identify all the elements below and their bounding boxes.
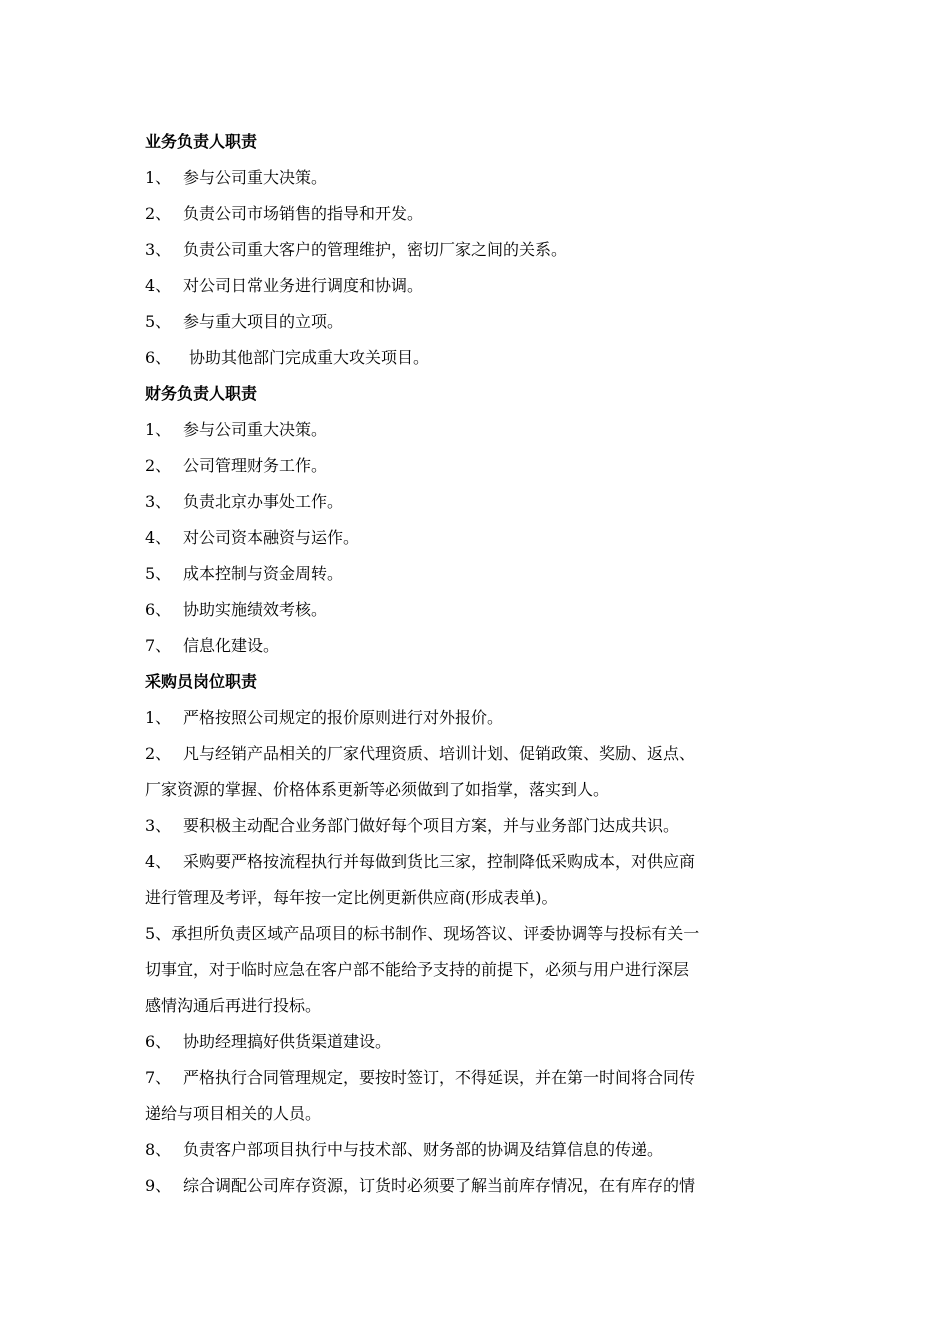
list-item-text: 负责北京办事处工作。 [183,492,344,511]
list-item-text: 协助经理搞好供货渠道建设。 [183,1032,392,1051]
list-item-text: 采购要严格按流程执行并每做到货比三家，控制降低采购成本，对供应商 [183,852,696,871]
list-item-number: 5、 [145,924,172,943]
list-item [145,1132,815,1168]
list-item-text: 公司管理财务工作。 [183,456,328,475]
list-item-text: 协助实施绩效考核。 [183,600,328,619]
list-item-number: 1、 [145,708,172,727]
list-item [145,520,815,556]
list-item [145,1024,815,1060]
list-item-text: 对公司日常业务进行调度和协调。 [183,276,424,295]
list-item-text: 要积极主动配合业务部门做好每个项目方案，并与业务部门达成共识。 [183,816,680,835]
list-item-number: 5、 [145,312,172,331]
list-item-number: 1、 [145,168,172,187]
list-item-text: 负责公司重大客户的管理维护，密切厂家之间的关系。 [183,240,568,259]
list-item-text: 信息化建设。 [183,636,280,655]
list-item-number: 6、 [145,1032,172,1051]
list-item-number: 6、 [145,348,172,367]
list-item [145,736,815,772]
list-item-number: 7、 [145,636,172,655]
list-item-number: 3、 [145,492,172,511]
document-body [145,124,815,1204]
list-item-continuation: 感情沟通后再进行投标。 [145,996,322,1015]
list-item-text: 协助其他部门完成重大攻关项目。 [189,348,430,367]
list-item-text: 负责公司市场销售的指导和开发。 [183,204,424,223]
list-item-text: 参与重大项目的立项。 [183,312,344,331]
list-item-number: 1、 [145,420,172,439]
list-item-number: 6、 [145,600,172,619]
list-item-text: 承担所负责区域产品项目的标书制作、现场答议、评委协调等与投标有关一 [171,924,700,943]
list-item [145,340,815,376]
list-item [145,196,815,232]
list-item-number: 4、 [145,276,172,295]
list-item-text: 凡与经销产品相关的厂家代理资质、培训计划、促销政策、奖励、返点、 [183,744,696,763]
list-item [145,160,815,196]
list-item-number: 3、 [145,240,172,259]
list-item-number: 7、 [145,1068,172,1087]
list-item-number: 8、 [145,1140,172,1159]
list-item-number: 4、 [145,852,172,871]
section-heading: 财务负责人职责 [145,384,258,403]
list-item-text: 对公司资本融资与运作。 [183,528,360,547]
list-item-text: 参与公司重大决策。 [183,168,328,187]
list-item-number: 2、 [145,744,172,763]
list-item-text: 参与公司重大决策。 [183,420,328,439]
list-item [145,484,815,520]
list-item-text: 成本控制与资金周转。 [183,564,344,583]
list-item-number: 4、 [145,528,172,547]
list-item [145,628,815,664]
list-item [145,916,815,952]
list-item [145,808,815,844]
list-item [145,1168,815,1204]
list-item [145,844,815,880]
list-item-number: 9、 [145,1176,172,1195]
list-item [145,448,815,484]
list-item [145,700,815,736]
list-item-text: 严格执行合同管理规定，要按时签订，不得延误，并在第一时间将合同传 [183,1068,696,1087]
list-item [145,304,815,340]
list-item [145,412,815,448]
list-item-text: 负责客户部项目执行中与技术部、财务部的协调及结算信息的传递。 [183,1140,664,1159]
section-heading: 业务负责人职责 [145,132,258,151]
list-item-number: 5、 [145,564,172,583]
list-item [145,556,815,592]
section-heading: 采购员岗位职责 [145,672,258,691]
list-item-continuation: 切事宜，对于临时应急在客户部不能给予支持的前提下，必须与用户进行深层 [145,960,690,979]
list-item [145,232,815,268]
list-item [145,592,815,628]
list-item-text: 综合调配公司库存资源，订货时必须要了解当前库存情况，在有库存的情 [183,1176,696,1195]
list-item-text: 严格按照公司规定的报价原则进行对外报价。 [183,708,504,727]
list-item [145,1060,815,1096]
list-item-continuation: 厂家资源的掌握、价格体系更新等必须做到了如指掌，落实到人。 [145,780,610,799]
list-item-number: 3、 [145,816,172,835]
list-item-continuation: 进行管理及考评，每年按一定比例更新供应商(形成表单)。 [145,888,558,907]
list-item-number: 2、 [145,456,172,475]
list-item-number: 2、 [145,204,172,223]
list-item-continuation: 递给与项目相关的人员。 [145,1104,322,1123]
list-item [145,268,815,304]
